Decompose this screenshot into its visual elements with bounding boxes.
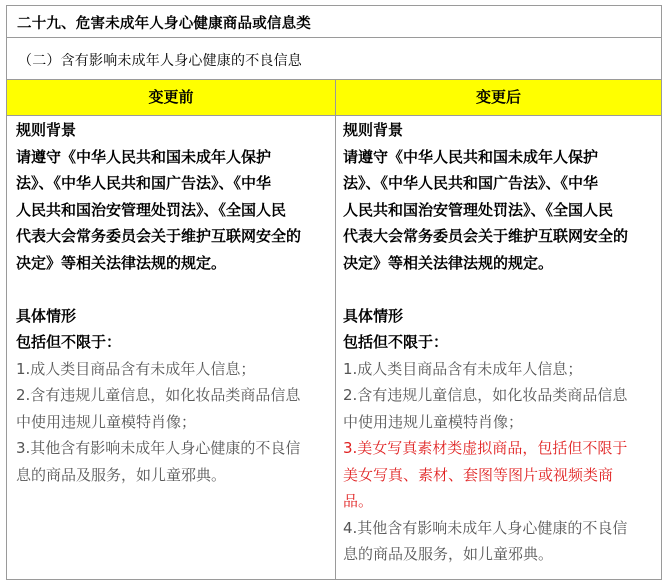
before-background-line: 请遵守《中华人民共和国未成年人保护 <box>16 147 272 166</box>
before-background-line: 代表大会常务委员会关于维护互联网安全的 <box>16 227 302 245</box>
after-background-heading: 规则背景 <box>343 121 404 139</box>
section-subtitle: （二）含有影响未成年人身心健康的不良信息 <box>18 53 302 69</box>
section-title: 二十九、危害未成年人身心健康商品或信息类 <box>17 16 311 32</box>
after-item-line: 中使用违规儿童模特肖像； <box>343 412 524 431</box>
after-new-item-line: 品。 <box>343 492 374 510</box>
after-background-line: 请遵守《中华人民共和国未成年人保护 <box>343 147 599 166</box>
spacer <box>343 276 653 303</box>
column-divider <box>335 80 336 580</box>
after-new-item-line: 美女写真、素材、套图等图片或视频类商 <box>343 465 614 484</box>
after-background-line: 决定》等相关法律法规的规定。 <box>343 253 554 272</box>
after-situation-heading: 具体情形 <box>343 306 404 325</box>
after-background-line: 法》、《中华人民共和国广告法》、《中华 <box>343 174 599 192</box>
title-row <box>7 6 661 38</box>
after-item-line: 1.成人类目商品含有未成年人信息； <box>343 359 583 378</box>
before-situation-heading: 具体情形 <box>16 306 77 325</box>
column-header-row <box>7 80 661 116</box>
before-item-line: 3.其他含有影响未成年人身心健康的不良信 <box>16 439 301 457</box>
after-new-item-line: 3.美女写真素材类虚拟商品，包括但不限于 <box>343 439 628 457</box>
subtitle-row <box>7 38 661 80</box>
before-cell <box>16 117 326 488</box>
after-item-line: 4.其他含有影响未成年人身心健康的不良信 <box>343 518 628 537</box>
after-cell <box>343 117 653 568</box>
before-item-line: 2.含有违规儿童信息，如化妆品类商品信息 <box>16 386 301 404</box>
column-header-before: 变更前 <box>148 88 194 106</box>
before-background-line: 决定》等相关法律法规的规定。 <box>16 253 227 272</box>
before-background-heading: 规则背景 <box>16 121 77 139</box>
before-item-line: 1.成人类目商品含有未成年人信息； <box>16 359 256 378</box>
before-item-line: 中使用违规儿童模特肖像； <box>16 412 197 431</box>
after-item-line: 2.含有违规儿童信息，如化妆品类商品信息 <box>343 386 628 404</box>
after-background-line: 代表大会常务委员会关于维护互联网安全的 <box>343 227 629 245</box>
after-background-line: 人民共和国治安管理处罚法》、《全国人民 <box>343 200 614 219</box>
column-header-after: 变更后 <box>475 88 521 106</box>
before-background-line: 人民共和国治安管理处罚法》、《全国人民 <box>16 200 287 219</box>
after-item-line: 息的商品及服务，如儿童邪典。 <box>343 545 554 563</box>
before-item-line: 息的商品及服务，如儿童邪典。 <box>16 465 227 484</box>
before-background-line: 法》、《中华人民共和国广告法》、《中华 <box>16 174 272 192</box>
spacer <box>16 276 326 303</box>
change-table <box>6 5 662 580</box>
before-includes-label: 包括但不限于： <box>16 333 122 351</box>
after-includes-label: 包括但不限于： <box>343 333 449 351</box>
